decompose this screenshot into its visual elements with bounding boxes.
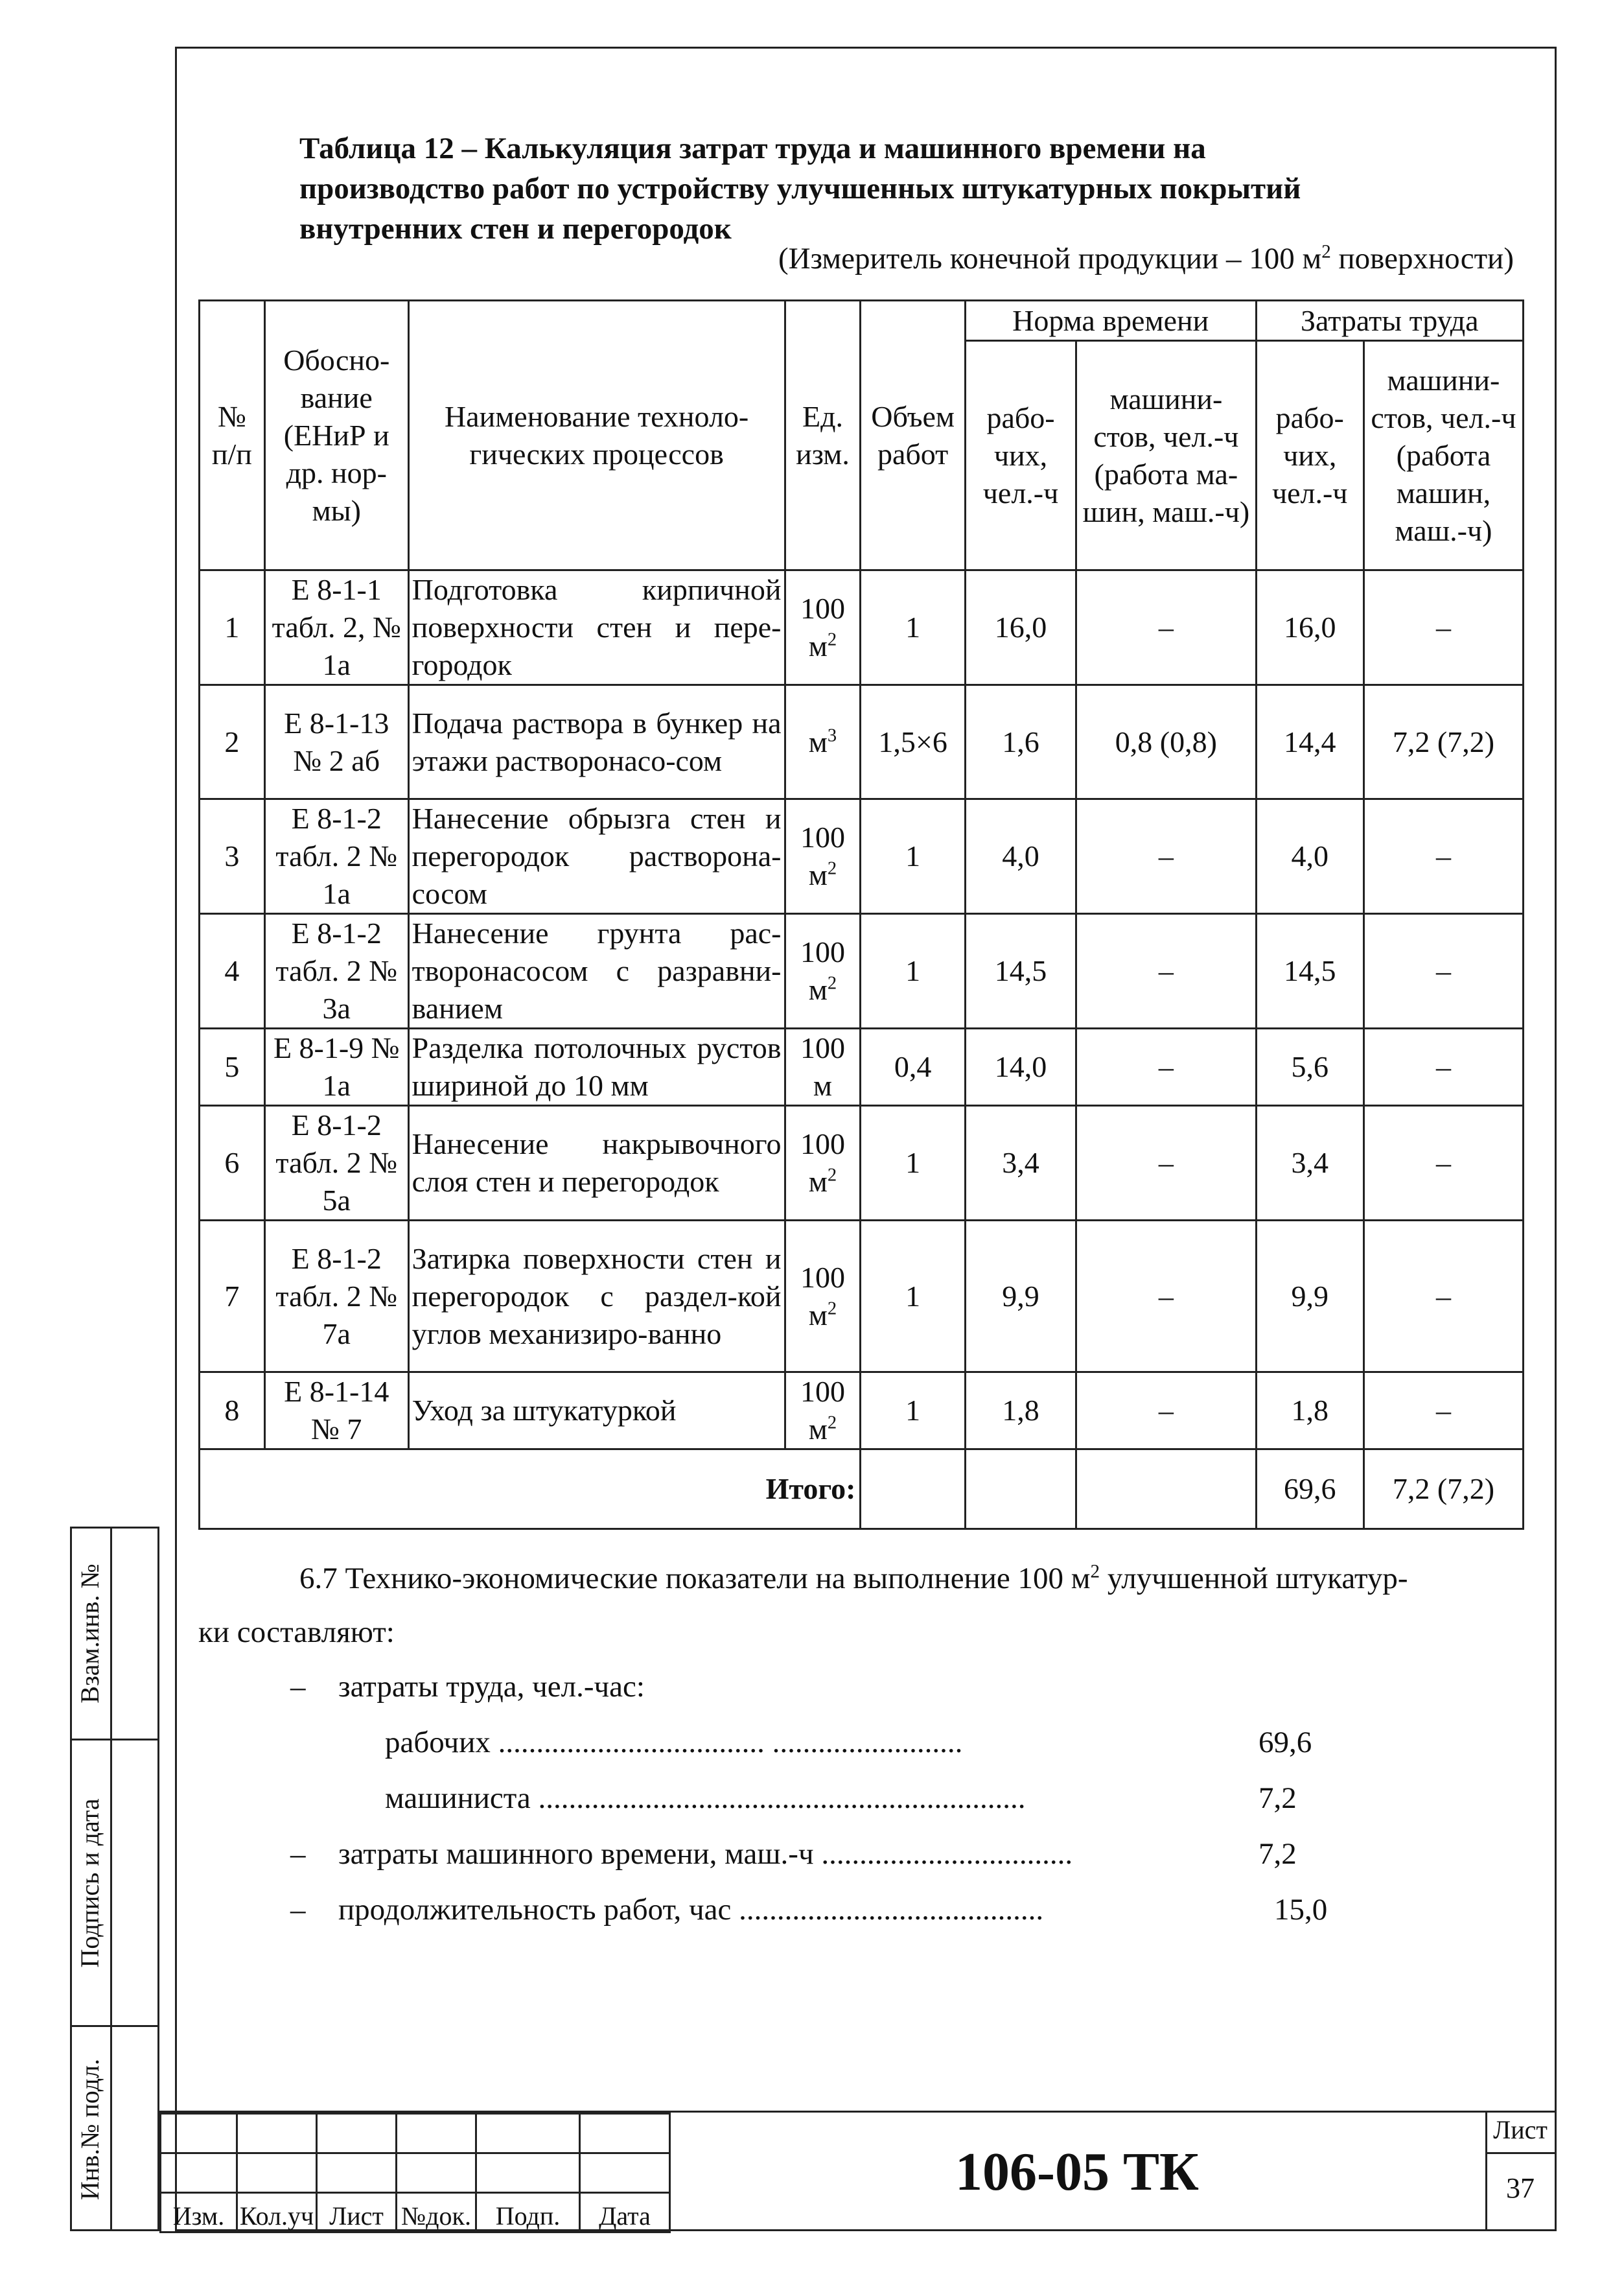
row-basis: Е 8-1-9 № 1а (264, 1029, 408, 1106)
row-cost-machinists: – (1363, 1221, 1523, 1372)
stamp-label: Лист (317, 2193, 397, 2232)
row-num: 3 (200, 799, 265, 914)
row-unit: 100 $м^2$ (785, 1372, 861, 1449)
row-cost-workers: 14,4 (1256, 685, 1363, 799)
row-cost-workers: 4,0 (1256, 799, 1363, 914)
header-name: Наименование техноло-гических процессов (408, 301, 785, 570)
row-unit: 100 $м^2$ (785, 1221, 861, 1372)
total-empty (1076, 1449, 1256, 1529)
row-norm-machinists: – (1076, 914, 1256, 1029)
item-machinist-value: 7,2 (1259, 1781, 1297, 1815)
item-machine-time: затраты машинного времени, маш.-ч ................................. (338, 1837, 1073, 1871)
item-duration-value: 15,0 (1274, 1893, 1328, 1927)
header-cost-workers: рабо-чих, чел.-ч (1256, 341, 1363, 570)
item-duration: продолжительность работ, час ........................................ (338, 1893, 1044, 1927)
total-row (200, 1449, 1524, 1529)
item-workers-value: 69,6 (1259, 1726, 1312, 1759)
header-norm-workers: рабо-чих, чел.-ч (965, 341, 1076, 570)
row-basis: Е 8-1-1 табл. 2, № 1а (264, 570, 408, 685)
row-norm-workers: 1,6 (965, 685, 1076, 799)
stamp-label: Подп. (476, 2193, 580, 2232)
row-num: 8 (200, 1372, 265, 1449)
row-norm-workers: 9,9 (965, 1221, 1076, 1372)
row-norm-machinists: – (1076, 1221, 1256, 1372)
total-cost-workers: 69,6 (1256, 1449, 1363, 1529)
row-basis: Е 8-1-14 № 7 (264, 1372, 408, 1449)
table-title (299, 128, 1531, 249)
stamp-label: Кол.уч (237, 2193, 317, 2232)
row-norm-workers: 14,5 (965, 914, 1076, 1029)
item-workers: рабочих ................................... ......................... (385, 1726, 963, 1759)
table-row (200, 1221, 1524, 1372)
row-cost-machinists: – (1363, 1372, 1523, 1449)
row-norm-workers: 4,0 (965, 799, 1076, 914)
row-volume: 1 (861, 799, 965, 914)
table-row (200, 1372, 1524, 1449)
table-row (200, 570, 1524, 685)
measure-text: (Измеритель конечной продукции – 100 м (778, 242, 1322, 275)
row-process: Нанесение обрызга стен и перегородок растворона-сосом (408, 799, 785, 914)
row-cost-workers: 16,0 (1256, 570, 1363, 685)
stamp-grid (159, 2113, 671, 2233)
row-unit: 100 м (785, 1029, 861, 1106)
sheet-number: 37 (1506, 2172, 1535, 2204)
table-row (200, 799, 1524, 914)
row-process: Нанесение накрывочного слоя стен и перегородок (408, 1106, 785, 1221)
item-machine-time-value: 7,2 (1259, 1837, 1297, 1871)
table-row (200, 914, 1524, 1029)
row-cost-machinists: – (1363, 570, 1523, 685)
row-num: 6 (200, 1106, 265, 1221)
side-podpis-label: Подпись и дата (75, 1798, 104, 1968)
item-labor-cost: затраты труда, чел.-час: (338, 1670, 645, 1704)
row-basis: Е 8-1-13 № 2 аб (264, 685, 408, 799)
row-process: Нанесение грунта рас-творонасосом с разравни-ванием (408, 914, 785, 1029)
header-norm-machinists: машини-стов, чел.-ч (работа ма-шин, маш.-ч) (1076, 341, 1256, 570)
row-num: 2 (200, 685, 265, 799)
row-unit: 100 $м^2$ (785, 799, 861, 914)
row-volume: 1,5×6 (861, 685, 965, 799)
sheet-divider (1485, 2152, 1557, 2154)
stamp-label: Изм. (161, 2193, 237, 2232)
row-process: Подача раствора в бункер на этажи растворонасо-сом (408, 685, 785, 799)
row-norm-machinists: – (1076, 1029, 1256, 1106)
row-process: Разделка потолочных рустов шириной до 10 мм (408, 1029, 785, 1106)
side-vzam-label: Взам.инв. № (75, 1564, 104, 1704)
row-cost-machinists: – (1363, 799, 1523, 914)
row-cost-workers: 1,8 (1256, 1372, 1363, 1449)
row-num: 5 (200, 1029, 265, 1106)
row-process: Уход за штукатуркой (408, 1372, 785, 1449)
row-basis: Е 8-1-2 табл. 2 № 3а (264, 914, 408, 1029)
side-sep-1 (70, 1739, 159, 1740)
table-row (200, 1029, 1524, 1106)
row-cost-machinists: 7,2 (7,2) (1363, 685, 1523, 799)
measure-sup: 2 (1321, 241, 1331, 263)
row-volume: 1 (861, 1221, 965, 1372)
total-cost-machinists: 7,2 (7,2) (1363, 1449, 1523, 1529)
total-label: Итого: (200, 1449, 861, 1529)
total-empty (861, 1449, 965, 1529)
row-volume: 0,4 (861, 1029, 965, 1106)
row-basis: Е 8-1-2 табл. 2 № 7а (264, 1221, 408, 1372)
section-intro-line2: ки составляют: (198, 1615, 395, 1649)
header-volume: Объем работ (861, 301, 965, 570)
row-norm-machinists: – (1076, 799, 1256, 914)
section-intro: 6.7 Технико-экономические показатели на выполнение 100 $м^2$ улучшенной штукатур- (299, 1561, 1408, 1595)
header-basis: Обосно-вание (ЕНиР и др. нор-мы) (264, 301, 408, 570)
item-machinist: машиниста ................................................................ (385, 1781, 1026, 1815)
row-norm-machinists: – (1076, 1106, 1256, 1221)
title-line-2: производство работ по устройству улучшенных штукатурных покрытий (299, 172, 1301, 205)
item-dash: – (290, 1837, 306, 1871)
header-unit: Ед. изм. (785, 301, 861, 570)
row-norm-machinists: – (1076, 1372, 1256, 1449)
row-unit: 100 $м^2$ (785, 914, 861, 1029)
table-row (200, 685, 1524, 799)
row-cost-workers: 3,4 (1256, 1106, 1363, 1221)
row-num: 4 (200, 914, 265, 1029)
row-process: Подготовка кирпичной поверхности стен и пере-городок (408, 570, 785, 685)
sheet-label: Лист (1493, 2115, 1548, 2144)
table-row (200, 1106, 1524, 1221)
row-volume: 1 (861, 570, 965, 685)
row-norm-workers: 1,8 (965, 1372, 1076, 1449)
labor-cost-table (198, 299, 1524, 1530)
row-norm-machinists: – (1076, 570, 1256, 685)
row-volume: 1 (861, 914, 965, 1029)
row-cost-machinists: – (1363, 914, 1523, 1029)
row-cost-workers: 14,5 (1256, 914, 1363, 1029)
row-norm-machinists: 0,8 (0,8) (1076, 685, 1256, 799)
row-basis: Е 8-1-2 табл. 2 № 1а (264, 799, 408, 914)
title-line-1: Таблица 12 – Калькуляция затрат труда и машинного времени на (299, 132, 1206, 165)
row-num: 1 (200, 570, 265, 685)
title-line-3: внутренних стен и перегородок (299, 212, 732, 246)
header-num: № п/п (200, 301, 265, 570)
measure-note (778, 241, 1514, 276)
item-dash: – (290, 1893, 306, 1927)
row-norm-workers: 14,0 (965, 1029, 1076, 1106)
document-code: 106-05 ТК (955, 2142, 1199, 2202)
row-process: Затирка поверхности стен и перегородок с раздел-кой углов механизиро-ванно (408, 1221, 785, 1372)
row-norm-workers: 16,0 (965, 570, 1076, 685)
stamp-label: №док. (397, 2193, 476, 2232)
row-cost-workers: 5,6 (1256, 1029, 1363, 1106)
item-dash: – (290, 1670, 306, 1704)
row-cost-machinists: – (1363, 1029, 1523, 1106)
row-norm-workers: 3,4 (965, 1106, 1076, 1221)
total-empty (965, 1449, 1076, 1529)
stamp-label: Дата (580, 2193, 670, 2232)
row-unit: 100 $м^2$ (785, 1106, 861, 1221)
row-cost-machinists: – (1363, 1106, 1523, 1221)
side-inv-label: Инв.№ подл. (75, 2059, 104, 2200)
row-volume: 1 (861, 1106, 965, 1221)
header-cost-machinists: машини-стов, чел.-ч (работа машин, маш.-ч) (1363, 341, 1523, 570)
header-cost-group: Затраты труда (1256, 301, 1523, 341)
measure-tail: поверхности) (1330, 242, 1514, 275)
row-cost-workers: 9,9 (1256, 1221, 1363, 1372)
row-unit: $м^3$ (785, 685, 861, 799)
row-num: 7 (200, 1221, 265, 1372)
row-volume: 1 (861, 1372, 965, 1449)
row-unit: 100 $м^2$ (785, 570, 861, 685)
side-divider (110, 1527, 112, 2231)
row-basis: Е 8-1-2 табл. 2 № 5а (264, 1106, 408, 1221)
header-norm-group: Норма времени (965, 301, 1256, 341)
